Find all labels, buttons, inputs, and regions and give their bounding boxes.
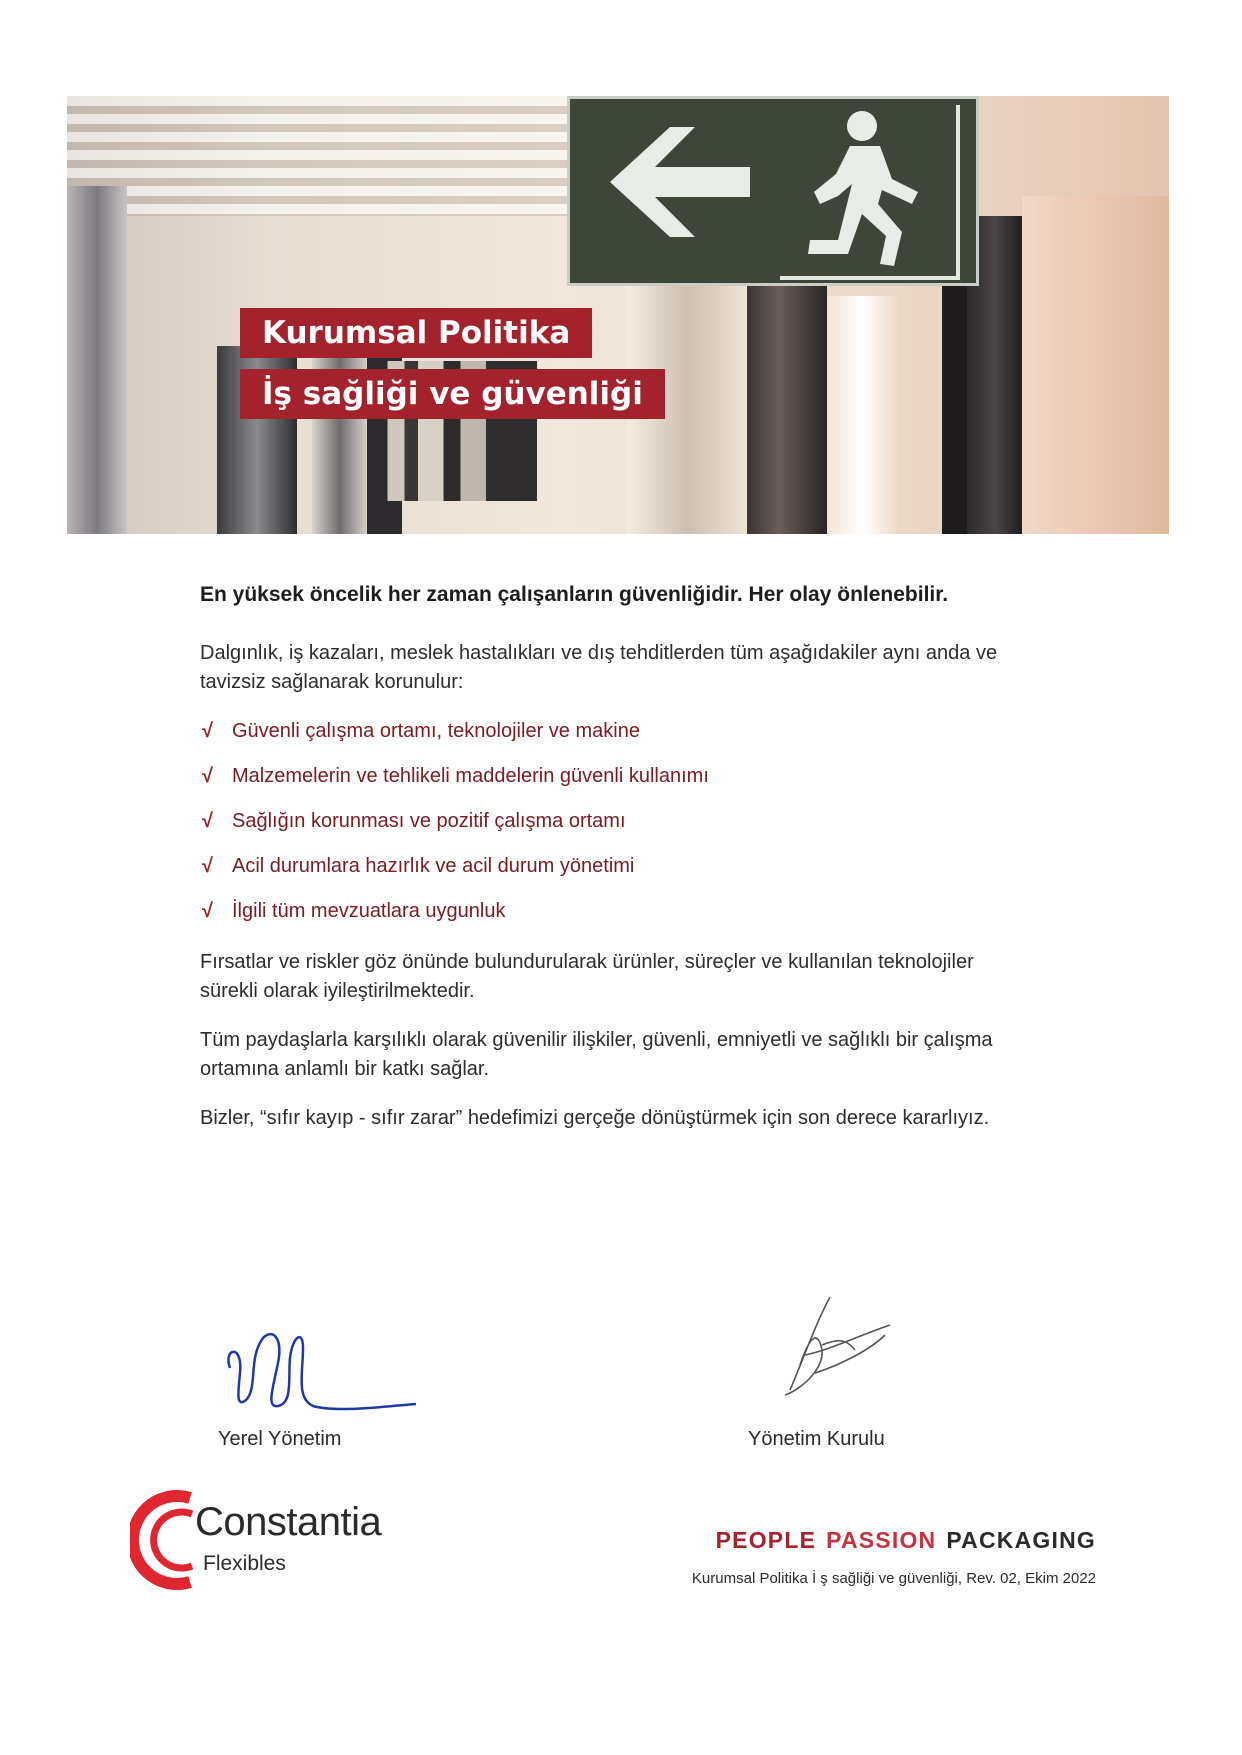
running-man-icon [790,104,950,274]
list-item: √ Acil durumlara hazırlık ve acil durum yönetimi [200,852,1000,881]
check-icon: √ [202,900,213,922]
window-blinds [67,96,587,216]
constantia-logo [130,1490,420,1590]
background-wall [1022,196,1169,534]
intro-paragraph: Dalgınlık, iş kazaları, meslek hastalıkları ve dış tehditlerden tüm aşağıdakiler aynı anda ve tavizsiz sağlanarak korunulur: [200,642,998,693]
improvement-paragraph: Fırsatlar ve riskler göz önünde bulundurularak ürünler, süreçler ve kullanılan teknolojiler sürekli olarak iyileştirilmektedir. [200,951,974,1002]
lead-statement: En yüksek öncelik her zaman çalışanların güvenliğidir. Her olay önlenebilir. [200,583,949,606]
commitment-paragraph: Bizler, “sıfır kayıp - sıfır zarar” hedefimizi gerçeğe dönüştürmek için son derece kararlıyız. [200,1107,990,1129]
emergency-exit-sign [567,96,979,286]
hero-photo [67,96,1169,534]
background-pillar [747,286,827,534]
background-pillar [67,186,127,534]
check-icon: √ [202,765,213,787]
tagline-passion: PASSION [826,1527,937,1553]
policy-body [200,580,1000,1153]
logo-mark-icon [130,1490,202,1590]
document-reference: Kurumsal Politika İ ş sağliği ve güvenliği, Rev. 02, Ekim 2022 [691,1570,1096,1587]
brand-tagline [716,1527,1096,1554]
background-pillar [827,296,897,534]
list-item: √ Sağlığın korunması ve pozitif çalışma ortamı [200,807,1000,836]
stakeholder-paragraph: Tüm paydaşlarla karşılıklı olarak güvenilir ilişkiler, güvenli, emniyetli ve sağlıklı bir çalışma ortamına anlamlı bir katkı sağlar. [200,1029,993,1080]
logo-name: Constantia [195,1500,382,1544]
background-pillar [942,286,968,534]
list-item: √ İlgili tüm mevzuatlara uygunluk [200,897,1000,926]
local-management-label: Yerel Yönetim [218,1428,342,1450]
check-icon: √ [202,855,213,877]
list-item: √ Güvenli çalışma ortamı, teknolojiler ve makine [200,717,1000,746]
policy-subtitle: İş sağliği ve güvenliği [240,369,665,419]
tagline-people: PEOPLE [715,1527,817,1553]
left-arrow-icon [600,117,760,247]
board-label: Yönetim Kurulu [748,1428,885,1450]
policy-title: Kurumsal Politika [240,308,592,358]
board-signature [760,1295,900,1405]
check-icon: √ [202,810,213,832]
check-icon: √ [202,720,213,742]
logo-subtitle: Flexibles [203,1552,286,1575]
tagline-packaging: PACKAGING [946,1527,1096,1553]
list-item: √ Malzemelerin ve tehlikeli maddelerin güvenli kullanımı [200,762,1000,791]
local-management-signature [218,1318,418,1418]
commitment-list [200,717,1000,926]
